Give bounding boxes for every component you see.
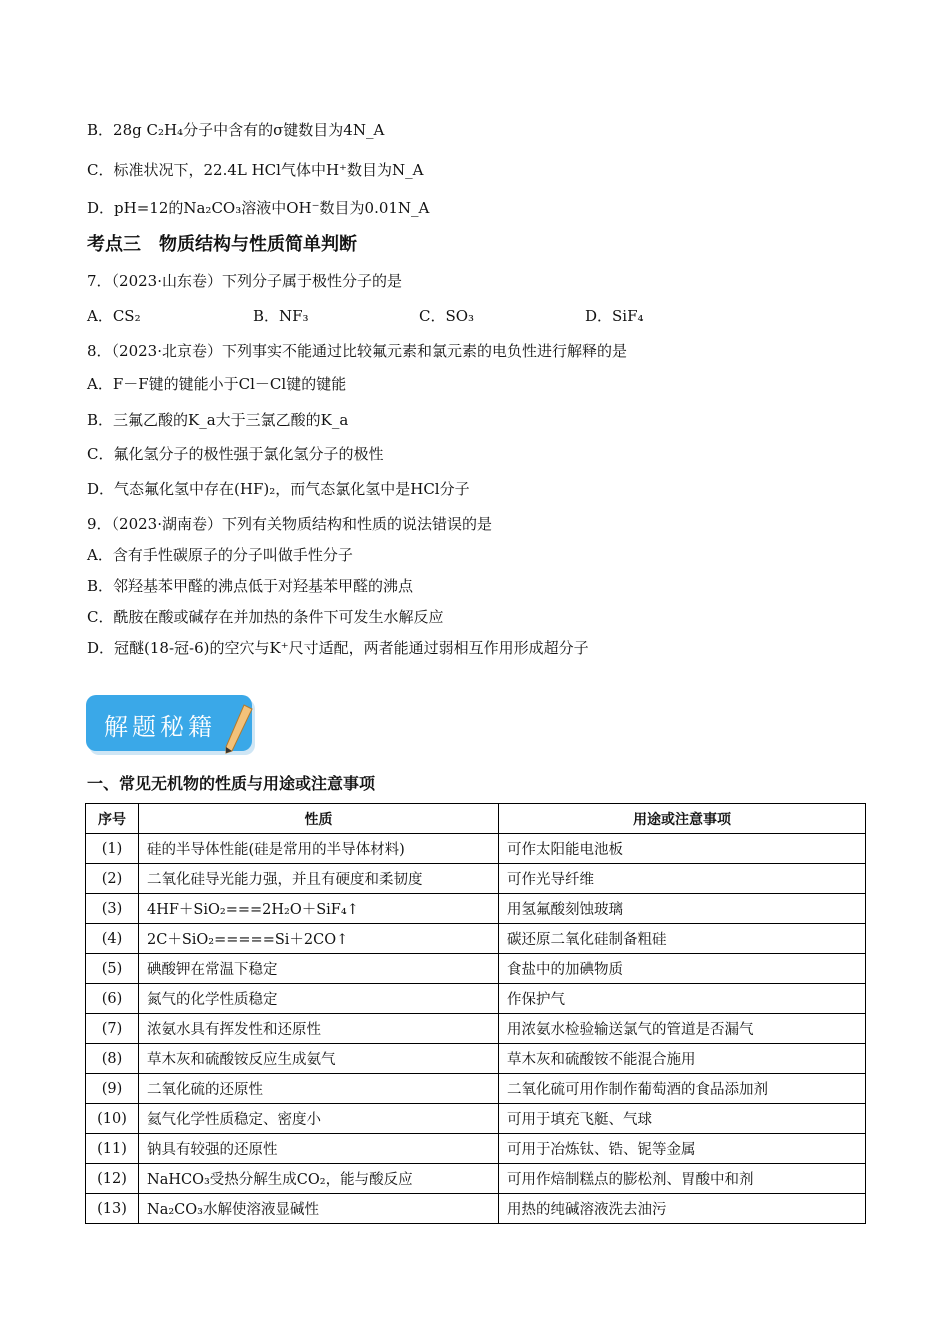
table-row <box>86 1044 866 1074</box>
row-property: 碘酸钾在常温下稳定 <box>139 954 499 984</box>
row-usage: 可作光导纤维 <box>499 864 866 894</box>
row-property: 硅的半导体性能(硅是常用的半导体材料) <box>139 834 499 864</box>
table-row <box>86 984 866 1014</box>
table-row <box>86 834 866 864</box>
row-usage: 碳还原二氧化硅制备粗硅 <box>499 924 866 954</box>
q8-stem: 8．（2023·北京卷）下列事实不能通过比较氟元素和氯元素的电负性进行解释的是 <box>87 342 627 360</box>
tips-badge <box>86 695 260 757</box>
q8-option-c: C．氟化氢分子的极性强于氯化氢分子的极性 <box>87 445 384 463</box>
pencil-icon <box>218 703 258 757</box>
row-usage: 用氢氟酸刻蚀玻璃 <box>499 894 866 924</box>
row-property: 氮气的化学性质稳定 <box>139 984 499 1014</box>
q9-option-d: D．冠醚(18-冠-6)的空穴与K⁺尺寸适配，两者能通过弱相互作用形成超分子 <box>87 639 589 657</box>
row-property: 4HF＋SiO₂===2H₂O＋SiF₄↑ <box>139 894 499 924</box>
section-title: 考点三 物质结构与性质简单判断 <box>87 234 357 255</box>
table-row <box>86 1014 866 1044</box>
table-row <box>86 1164 866 1194</box>
table-header-row <box>86 804 866 834</box>
row-usage: 可作太阳能电池板 <box>499 834 866 864</box>
row-usage: 可用作焙制糕点的膨松剂、胃酸中和剂 <box>499 1164 866 1194</box>
row-index: (1) <box>86 834 139 864</box>
q9-option-c: C．酰胺在酸或碱存在并加热的条件下可发生水解反应 <box>87 608 444 626</box>
row-usage: 可用于冶炼钛、锆、铌等金属 <box>499 1134 866 1164</box>
row-property: 草木灰和硫酸铵反应生成氨气 <box>139 1044 499 1074</box>
row-usage: 食盐中的加碘物质 <box>499 954 866 984</box>
row-index: (9) <box>86 1074 139 1104</box>
q7-option-a: A．CS₂ <box>87 307 141 325</box>
properties-table <box>85 803 866 1224</box>
table-row <box>86 954 866 984</box>
row-property: 氦气化学性质稳定、密度小 <box>139 1104 499 1134</box>
row-usage: 用热的纯碱溶液洗去油污 <box>499 1194 866 1224</box>
table-row <box>86 864 866 894</box>
q9-stem: 9．（2023·湖南卷）下列有关物质结构和性质的说法错误的是 <box>87 515 492 533</box>
row-usage: 草木灰和硫酸铵不能混合施用 <box>499 1044 866 1074</box>
row-property: Na₂CO₃水解使溶液显碱性 <box>139 1194 499 1224</box>
q8-option-b: B．三氟乙酸的K_a大于三氯乙酸的K_a <box>87 411 349 429</box>
q9-option-b: B．邻羟基苯甲醛的沸点低于对羟基苯甲醛的沸点 <box>87 577 414 595</box>
row-index: (12) <box>86 1164 139 1194</box>
row-index: (10) <box>86 1104 139 1134</box>
table-title: 一、常见无机物的性质与用途或注意事项 <box>87 774 376 793</box>
row-index: (8) <box>86 1044 139 1074</box>
row-index: (2) <box>86 864 139 894</box>
header-usage: 用途或注意事项 <box>499 804 866 834</box>
row-index: (13) <box>86 1194 139 1224</box>
table-row <box>86 894 866 924</box>
q7-stem: 7．（2023·山东卷）下列分子属于极性分子的是 <box>87 272 402 290</box>
table-row <box>86 924 866 954</box>
row-property: 钠具有较强的还原性 <box>139 1134 499 1164</box>
row-index: (7) <box>86 1014 139 1044</box>
row-index: (11) <box>86 1134 139 1164</box>
q7-option-c: C．SO₃ <box>419 307 475 325</box>
row-index: (5) <box>86 954 139 984</box>
row-usage: 用浓氨水检验输送氯气的管道是否漏气 <box>499 1014 866 1044</box>
header-property: 性质 <box>139 804 499 834</box>
row-usage: 作保护气 <box>499 984 866 1014</box>
q6-option-b: B．28g C₂H₄分子中含有的σ键数目为4N_A <box>87 121 385 139</box>
q7-option-b: B．NF₃ <box>253 307 309 325</box>
row-index: (4) <box>86 924 139 954</box>
table-row <box>86 1134 866 1164</box>
q7-options <box>87 306 644 326</box>
row-property: 2C＋SiO₂=====Si＋2CO↑ <box>139 924 499 954</box>
q8-option-d: D．气态氟化氢中存在(HF)₂，而气态氯化氢中是HCl分子 <box>87 480 470 498</box>
q6-option-c: C．标准状况下，22.4L HCl气体中H⁺数目为N_A <box>87 161 424 179</box>
row-property: NaHCO₃受热分解生成CO₂，能与酸反应 <box>139 1164 499 1194</box>
table-row <box>86 1074 866 1104</box>
row-usage: 可用于填充飞艇、气球 <box>499 1104 866 1134</box>
q6-option-d: D．pH=12的Na₂CO₃溶液中OH⁻数目为0.01N_A <box>87 199 430 217</box>
q8-option-a: A．F－F键的键能小于Cl－Cl键的键能 <box>87 375 347 393</box>
row-usage: 二氧化硫可用作制作葡萄酒的食品添加剂 <box>499 1074 866 1104</box>
badge-label: 解题秘籍 <box>104 713 216 741</box>
table-row <box>86 1104 866 1134</box>
table-row <box>86 1194 866 1224</box>
row-property: 二氧化硅导光能力强，并且有硬度和柔韧度 <box>139 864 499 894</box>
q7-option-d: D．SiF₄ <box>585 307 644 325</box>
q9-option-a: A．含有手性碳原子的分子叫做手性分子 <box>87 546 353 564</box>
row-property: 二氧化硫的还原性 <box>139 1074 499 1104</box>
row-property: 浓氨水具有挥发性和还原性 <box>139 1014 499 1044</box>
header-index: 序号 <box>86 804 139 834</box>
row-index: (6) <box>86 984 139 1014</box>
row-index: (3) <box>86 894 139 924</box>
